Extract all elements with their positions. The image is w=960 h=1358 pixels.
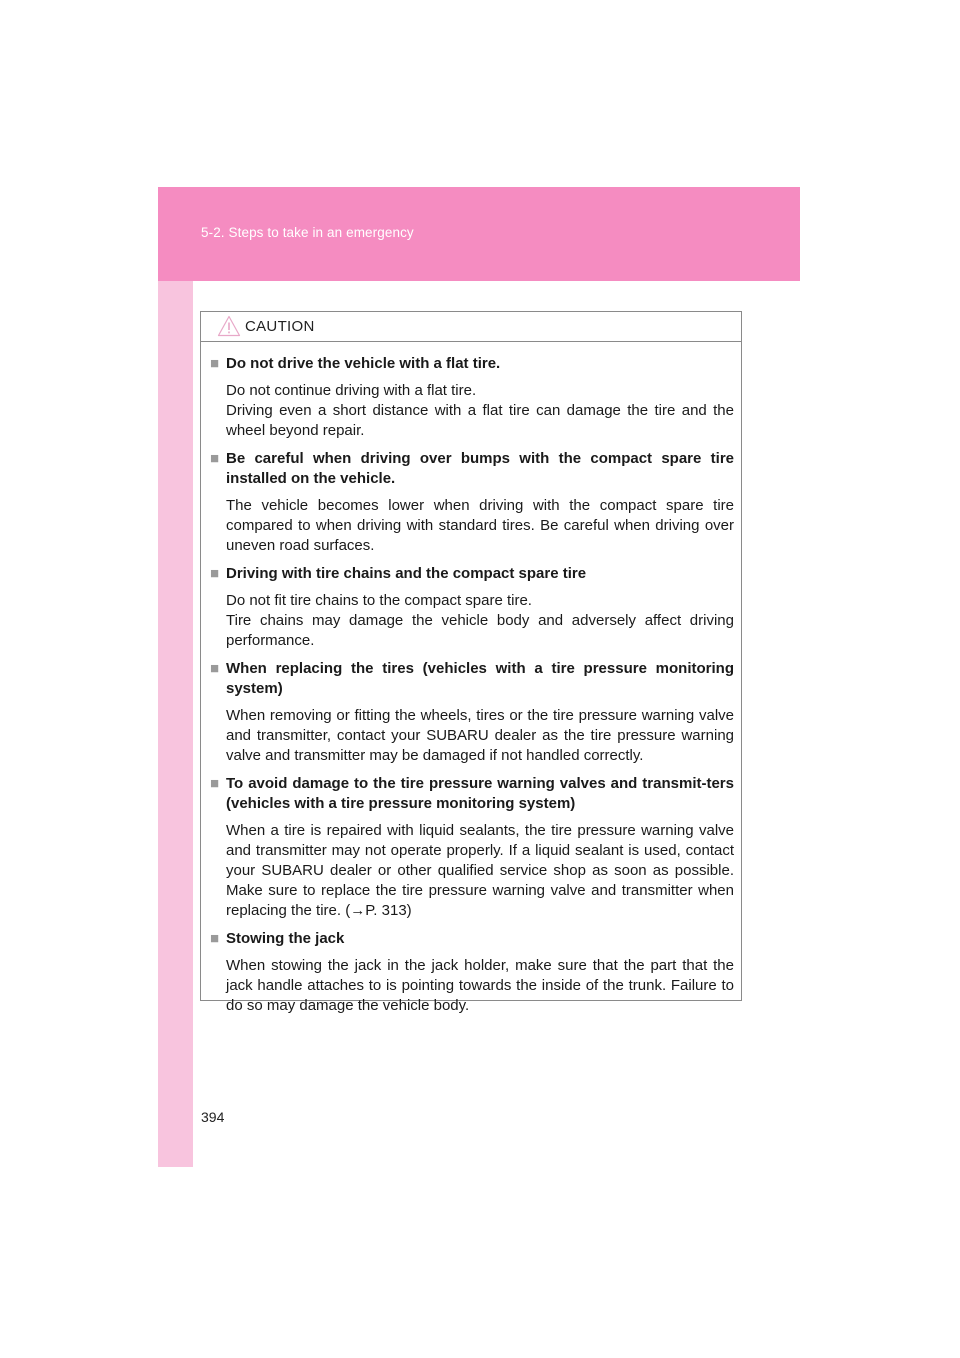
caution-item-heading [210,929,734,949]
caution-item-paragraph: Tire chains may damage the vehicle body and adversely affect driving performance. [226,612,734,649]
caution-title: CAUTION [245,318,315,335]
section-title: 5-2. Steps to take in an emergency [201,225,414,240]
warning-triangle-icon [217,315,241,337]
caution-box [200,311,742,1014]
caution-item [210,774,734,921]
square-bullet-icon: ■ [210,660,220,677]
caution-item-heading-text: When replacing the tires (vehicles with a tire pressure monitoring system) [226,660,734,697]
caution-item-heading-text: Do not drive the vehicle with a flat tire. [226,355,501,372]
caution-item [210,449,734,556]
square-bullet-icon: ■ [210,775,220,792]
page-number: 394 [201,1109,225,1125]
caution-item [210,929,734,1016]
caution-item-heading-text: Driving with tire chains and the compact spare tire [226,565,587,582]
caution-item-paragraph: When removing or fitting the wheels, tires or the tire pressure warning valve and transmitter, contact your SUBARU dealer as the tire pressure warning valve and transmitter may be damaged if not handled correctly. [226,707,734,764]
caution-item-heading-text: To avoid damage to the tire pressure warning valves and transmit-ters (vehicles with a tire pressure monitoring system) [226,775,734,812]
caution-item-paragraph: The vehicle becomes lower when driving with the compact spare tire compared to when driving with standard tires. Be careful when driving over uneven road surfaces. [226,497,734,554]
caution-item-paragraph: When stowing the jack in the jack holder, make sure that the part that the jack handle attaches to is pointing towards the inside of the trunk. Failure to do so may damage the vehicle body. [226,957,734,1014]
caution-item-paragraph: Driving even a short distance with a flat tire can damage the tire and the wheel beyond repair. [226,402,734,439]
caution-item-heading [210,564,734,584]
caution-item [210,564,734,651]
caution-header [201,312,741,342]
caution-item-heading [210,354,734,374]
square-bullet-icon: ■ [210,450,220,467]
caution-item-heading-text: Stowing the jack [226,930,345,947]
caution-item-heading [210,659,734,699]
caution-item [210,659,734,766]
caution-item-heading [210,774,734,814]
caution-item-heading-text: Be careful when driving over bumps with the compact spare tire installed on the vehicle. [226,450,734,487]
caution-body [201,342,741,1016]
caution-item-paragraph: When a tire is repaired with liquid sealants, the tire pressure warning valve and transmitter may not operate properly. If a liquid sealant is used, contact your SUBARU dealer or other qualified service shop as soon as possible. Make sure to replace the tire pressure warning valve and transmitter when replacing the tire. (→P. 313) [226,822,734,919]
square-bullet-icon: ■ [210,930,220,947]
caution-item-paragraph: Do not fit tire chains to the compact spare tire. [226,592,532,609]
side-strip [158,281,193,1167]
caution-item [210,354,734,441]
square-bullet-icon: ■ [210,355,220,372]
caution-item-heading [210,449,734,489]
square-bullet-icon: ■ [210,565,220,582]
caution-item-paragraph: Do not continue driving with a flat tire. [226,382,477,399]
